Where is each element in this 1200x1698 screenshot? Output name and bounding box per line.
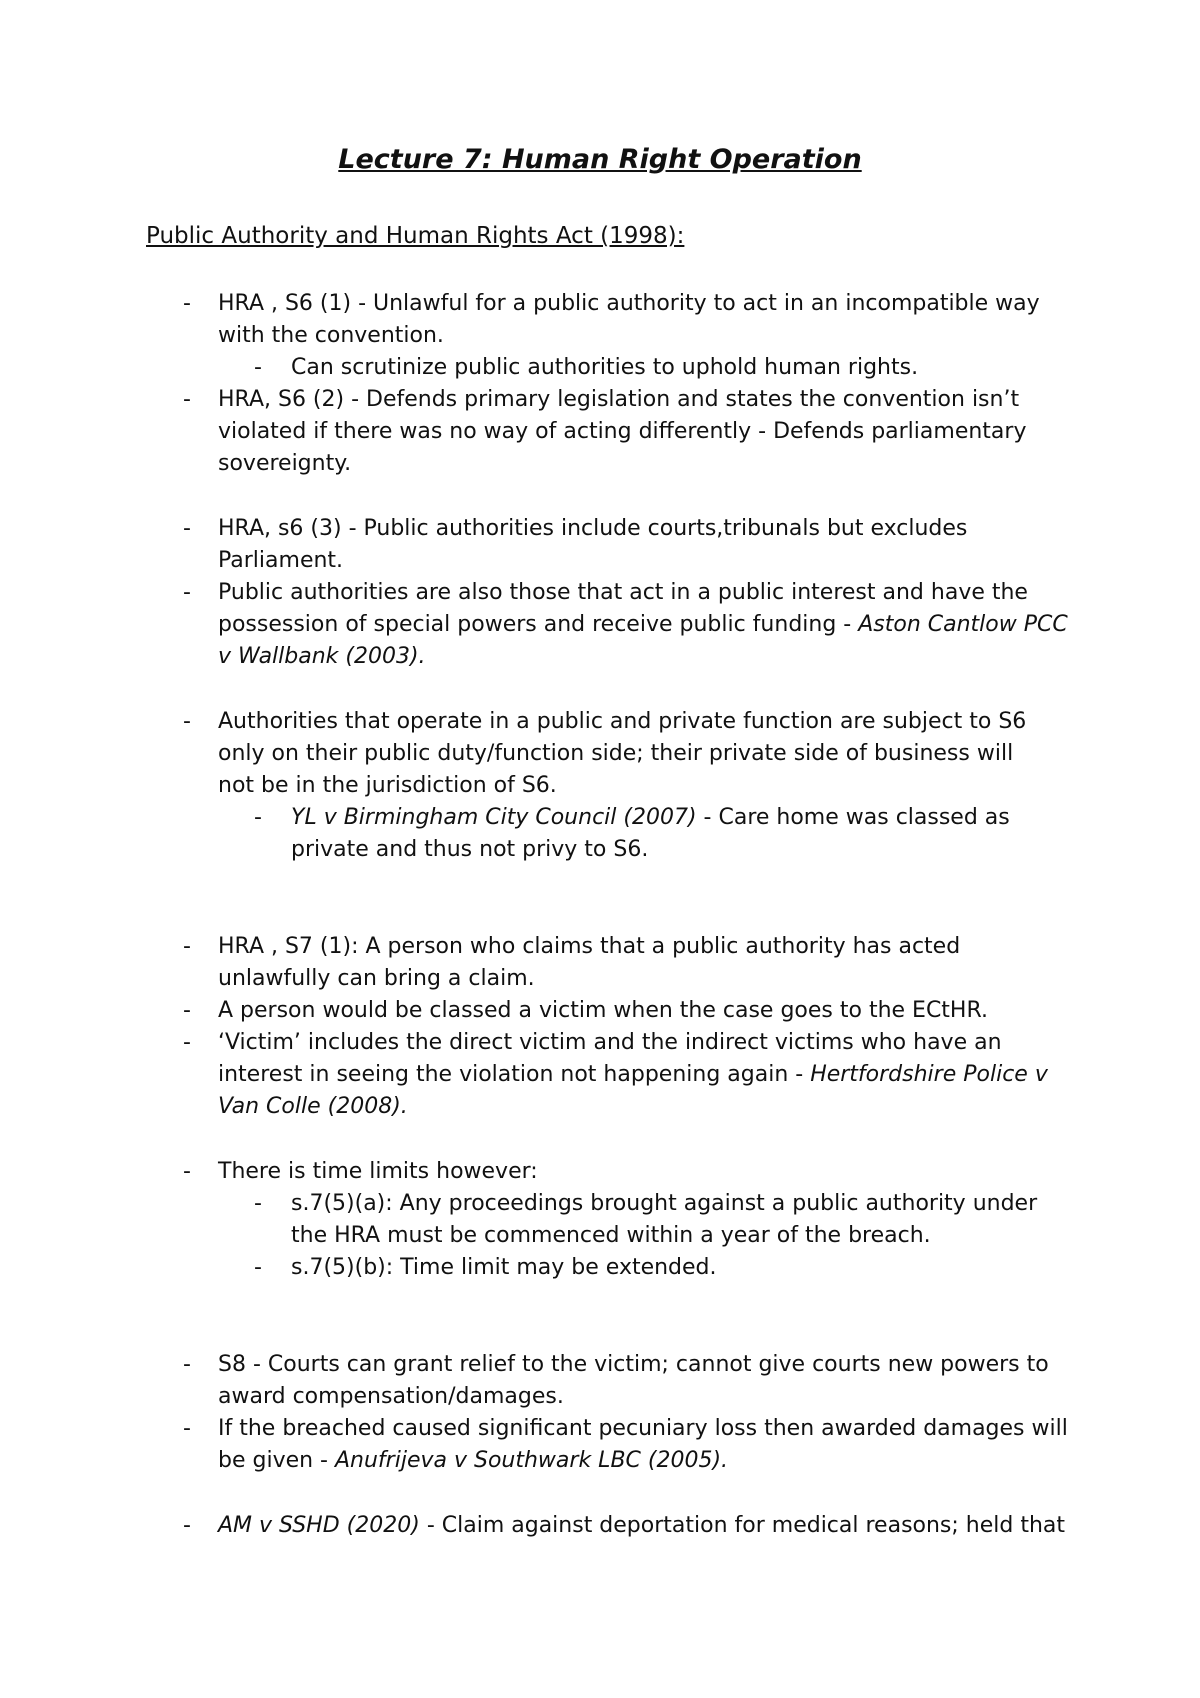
text-run: Can scrutinize public authorities to uphold human rights. [291,355,919,380]
bullet-text-line [218,545,343,577]
case-citation: YL v Birmingham City Council (2007) [291,805,697,830]
bullet-dash: - [183,580,191,605]
text-run: HRA , S7 (1): A person who claims that a public authority has acted [218,934,961,959]
bullet-text-line [218,577,1028,609]
bullet-text-line [291,802,1010,834]
text-run: be given - [218,1448,335,1473]
bullet-text-line [218,384,1019,416]
bullet-text-line [218,1413,1068,1445]
bullet-text-line [218,416,1026,448]
text-run: interest in seeing the violation not happening again - [218,1062,811,1087]
bullet-dash: - [183,1513,191,1538]
case-citation: Van Colle (2008). [218,1094,408,1119]
text-run: unlawfully can bring a claim. [218,966,535,991]
text-run: sovereignty. [218,451,352,476]
text-run: If the breached caused significant pecuniary loss then awarded damages will [218,1416,1068,1441]
text-run: award compensation/damages. [218,1384,564,1409]
section-heading: Public Authority and Human Rights Act (1998): [146,223,685,249]
bullet-text-line [218,320,444,352]
bullet-text-line [218,1445,728,1477]
text-run: HRA, S6 (2) - Defends primary legislation and states the convention isn’t [218,387,1020,412]
case-citation: Hertfordshire Police v [810,1062,1048,1087]
text-run: There is time limits however: [218,1159,538,1184]
case-citation: v Wallbank (2003). [218,644,426,669]
text-run: violated if there was no way of acting differently - Defends parliamentary [218,419,1027,444]
text-run: A person would be classed a victim when the case goes to the ECtHR. [218,998,988,1023]
bullet-dash: - [183,1416,191,1441]
bullet-dash: - [183,291,191,316]
case-citation: Aston Cantlow PCC [858,612,1068,637]
bullet-text-line [218,770,557,802]
bullet-text-line [218,288,1040,320]
bullet-text-line [291,352,918,384]
text-run: Authorities that operate in a public and private function are subject to S6 [218,709,1027,734]
bullet-dash: - [183,1159,191,1184]
page-title: Lecture 7: Human Right Operation [338,144,862,175]
text-run: the HRA must be commenced within a year of the breach. [291,1223,931,1248]
bullet-dash: - [254,1255,262,1280]
text-run: only on their public duty/function side; their private side of business will [218,741,1014,766]
bullet-dash: - [254,355,262,380]
text-run: not be in the jurisdiction of S6. [218,773,557,798]
text-run: Public authorities are also those that act in a public interest and have the [218,580,1028,605]
bullet-dash: - [183,998,191,1023]
bullet-dash: - [183,934,191,959]
bullet-text-line [218,609,1068,641]
bullet-text-line [291,1220,931,1252]
text-run: ‘Victim’ includes the direct victim and the indirect victims who have an [218,1030,1002,1055]
bullet-text-line [218,1091,408,1123]
bullet-dash: - [183,709,191,734]
bullet-dash: - [183,387,191,412]
bullet-dash: - [254,1191,262,1216]
text-run: private and thus not privy to S6. [291,837,649,862]
bullet-text-line [218,995,988,1027]
text-run: - Care home was classed as [696,805,1010,830]
text-run: S8 - Courts can grant relief to the victim; cannot give courts new powers to [218,1352,1049,1377]
case-citation: Anufrijeva v Southwark LBC (2005). [335,1448,729,1473]
text-run: with the convention. [218,323,444,348]
bullet-text-line [218,963,535,995]
text-run: s.7(5)(b): Time limit may be extended. [291,1255,717,1280]
text-run: - Claim against deportation for medical reasons; held that [419,1513,1066,1538]
bullet-text-line [218,1349,1049,1381]
bullet-dash: - [183,1352,191,1377]
bullet-dash: - [183,516,191,541]
bullet-text-line [218,448,351,480]
bullet-text-line [218,1156,538,1188]
text-run: HRA, s6 (3) - Public authorities include courts,tribunals but excludes [218,516,968,541]
bullet-dash: - [183,1030,191,1055]
bullet-text-line [218,706,1026,738]
bullet-text-line [291,834,648,866]
bullet-text-line [291,1188,1037,1220]
text-run: possession of special powers and receive public funding - [218,612,859,637]
bullet-text-line [291,1252,717,1284]
bullet-text-line [218,738,1013,770]
bullet-dash: - [254,805,262,830]
text-run: s.7(5)(a): Any proceedings brought against a public authority under [291,1191,1038,1216]
bullet-text-line [218,513,967,545]
case-citation: AM v SSHD (2020) [218,1513,420,1538]
text-run: Parliament. [218,548,344,573]
bullet-text-line [218,1027,1002,1059]
bullet-text-line [218,931,960,963]
bullet-text-line [218,1510,1065,1542]
bullet-text-line [218,1059,1048,1091]
text-run: HRA , S6 (1) - Unlawful for a public authority to act in an incompatible way [218,291,1040,316]
bullet-text-line [218,1381,564,1413]
bullet-text-line [218,641,426,673]
